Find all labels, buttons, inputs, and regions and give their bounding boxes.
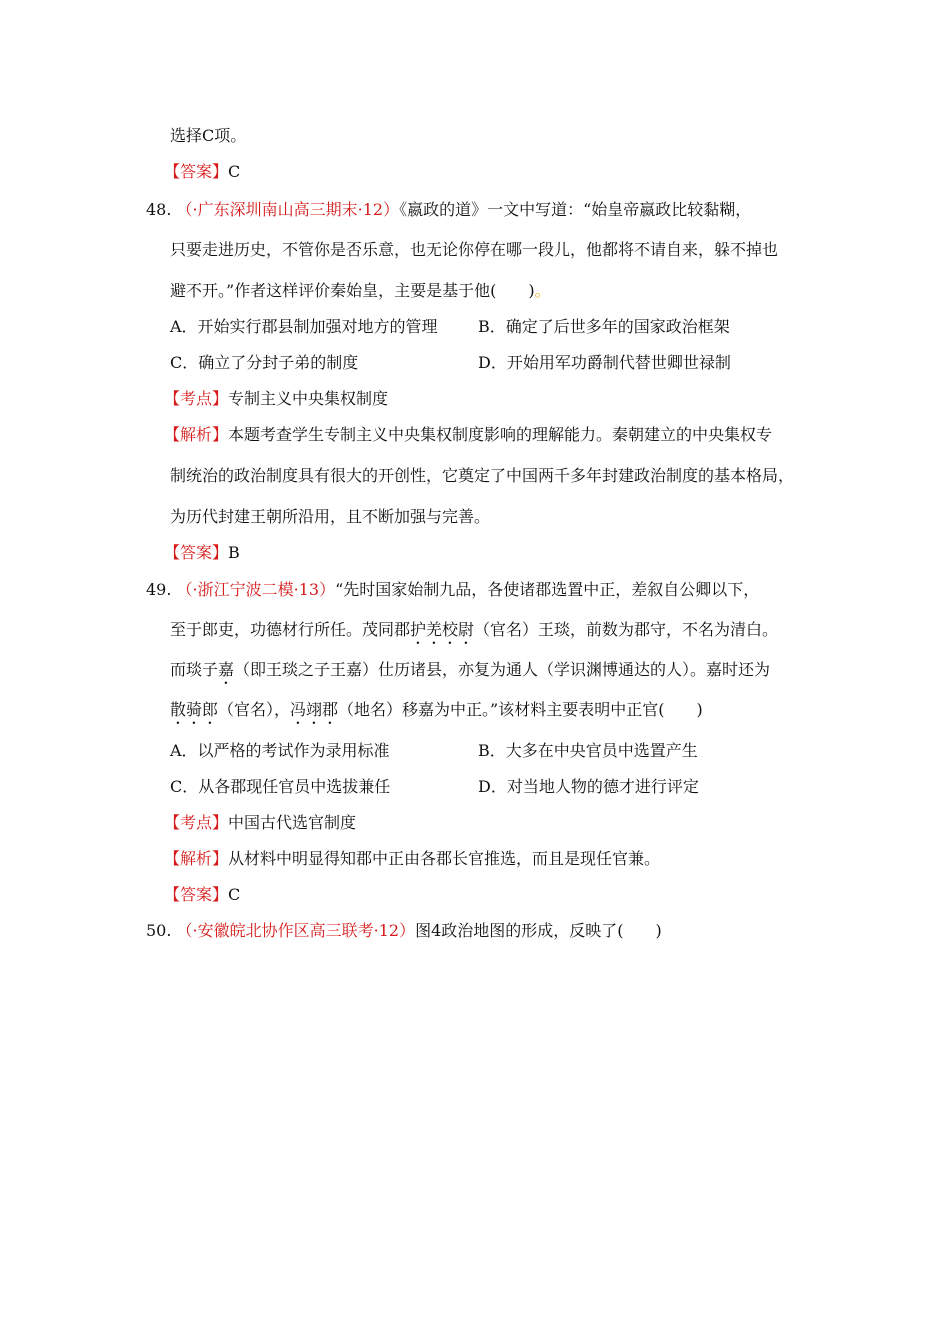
- question-source: （·浙江宁波二模·13）: [176, 580, 336, 599]
- q49-point-row: [164, 813, 356, 833]
- point-text: 中国古代选官制度: [228, 813, 357, 832]
- analysis-tag: 【解析】: [164, 849, 229, 868]
- question-source: （·广东深圳南山高三期末·12）: [176, 200, 400, 219]
- question-number: 48.: [146, 200, 172, 219]
- analysis-tag: 【解析】: [164, 425, 229, 444]
- q48-option-d: D．开始用军功爵制代替世卿世禄制: [478, 353, 731, 372]
- q48-analysis-line2: 制统治的政治制度具有很大的开创性，它奠定了中国两千多年封建政治制度的基本格局，: [170, 466, 795, 485]
- q49-answer-row: [164, 885, 240, 905]
- q48-option-b: B．确定了后世多年的国家政治框架: [478, 317, 730, 336]
- q47-analysis-end: 选择C项。: [170, 126, 247, 145]
- answer-tag: 【答案】: [164, 885, 229, 904]
- q48-point-row: [164, 389, 388, 409]
- analysis-text: 从材料中明显得知郡中正由各郡长官推选，而且是现任官兼。: [228, 849, 661, 868]
- answer-tag: 【答案】: [164, 162, 229, 181]
- question-number: 49.: [146, 580, 172, 599]
- q49-option-d: D．对当地人物的德才进行评定: [478, 777, 699, 796]
- stem-text: 而琰子: [170, 660, 219, 679]
- q49-stem-line1: [146, 580, 759, 600]
- question-stem: 避不开。”作者这样评价秦始皇，主要是基于他( ): [170, 281, 535, 300]
- question-stem: 《嬴政的道》一文中写道：“始皇帝嬴政比较黏糊，: [399, 200, 752, 219]
- q47-answer-row: [164, 162, 240, 182]
- emphasis-term: 冯翊郡: [290, 700, 339, 719]
- q50-stem-line1: [146, 921, 662, 941]
- emphasis-term: 嘉: [218, 660, 235, 679]
- answer-value: C: [228, 885, 241, 904]
- answer-tag: 【答案】: [164, 543, 229, 562]
- answer-value: B: [228, 543, 240, 562]
- stem-text: （官名），: [218, 700, 291, 719]
- stem-period: 。: [534, 281, 551, 300]
- emphasis-term: 散骑郎: [170, 700, 219, 719]
- analysis-text: 本题考查学生专制主义中央集权制度影响的理解能力。秦朝建立的中央集权专: [228, 425, 773, 444]
- stem-text: （地名）移嘉为中正。”该材料主要表明中正官( ): [338, 700, 703, 719]
- q48-option-c: C．确立了分封子弟的制度: [170, 353, 359, 372]
- q49-option-a: A．以严格的考试作为录用标准: [170, 741, 390, 760]
- point-tag: 【考点】: [164, 813, 229, 832]
- question-stem: “先时国家始制九品，各使诸郡选置中正，差叙自公卿以下，: [335, 580, 760, 599]
- q49-stem-line2: [170, 620, 778, 648]
- q48-stem-line1: [146, 200, 751, 220]
- q49-analysis-line1: [164, 849, 660, 869]
- stem-text: 至于郎吏，功德材行所任。茂同郡: [170, 620, 411, 639]
- answer-value: C: [228, 162, 241, 181]
- q48-option-a: A．开始实行郡县制加强对地方的管理: [170, 317, 438, 336]
- q48-analysis-line3: 为历代封建王朝所沿用，且不断加强与完善。: [170, 507, 491, 526]
- point-tag: 【考点】: [164, 389, 229, 408]
- q49-option-b: B．大多在中央官员中选置产生: [478, 741, 698, 760]
- q49-stem-line4: [170, 700, 703, 728]
- emphasis-term: 护羌校尉: [410, 620, 475, 639]
- q48-answer-row: [164, 543, 240, 563]
- stem-text: （官名）王琰，前数为郡守，不名为清白。: [474, 620, 779, 639]
- point-text: 专制主义中央集权制度: [228, 389, 389, 408]
- q48-analysis-line1: [164, 425, 772, 445]
- q48-stem-line3: [170, 281, 551, 301]
- q49-option-c: C．从各郡现任官员中选拔兼任: [170, 777, 391, 796]
- q49-stem-line3: [170, 660, 770, 688]
- question-number: 50.: [146, 921, 172, 940]
- question-stem: 图4政治地图的形成，反映了( ): [415, 921, 662, 940]
- question-source: （·安徽皖北协作区高三联考·12）: [176, 921, 416, 940]
- stem-text: （即王琰之子王嘉）仕历诸县，亦复为通人（学识渊博通达的人）。嘉时还为: [234, 660, 771, 679]
- q48-stem-line2: 只要走进历史，不管你是否乐意，也无论你停在哪一段儿，他都将不请自来，躲不掉也: [170, 240, 779, 259]
